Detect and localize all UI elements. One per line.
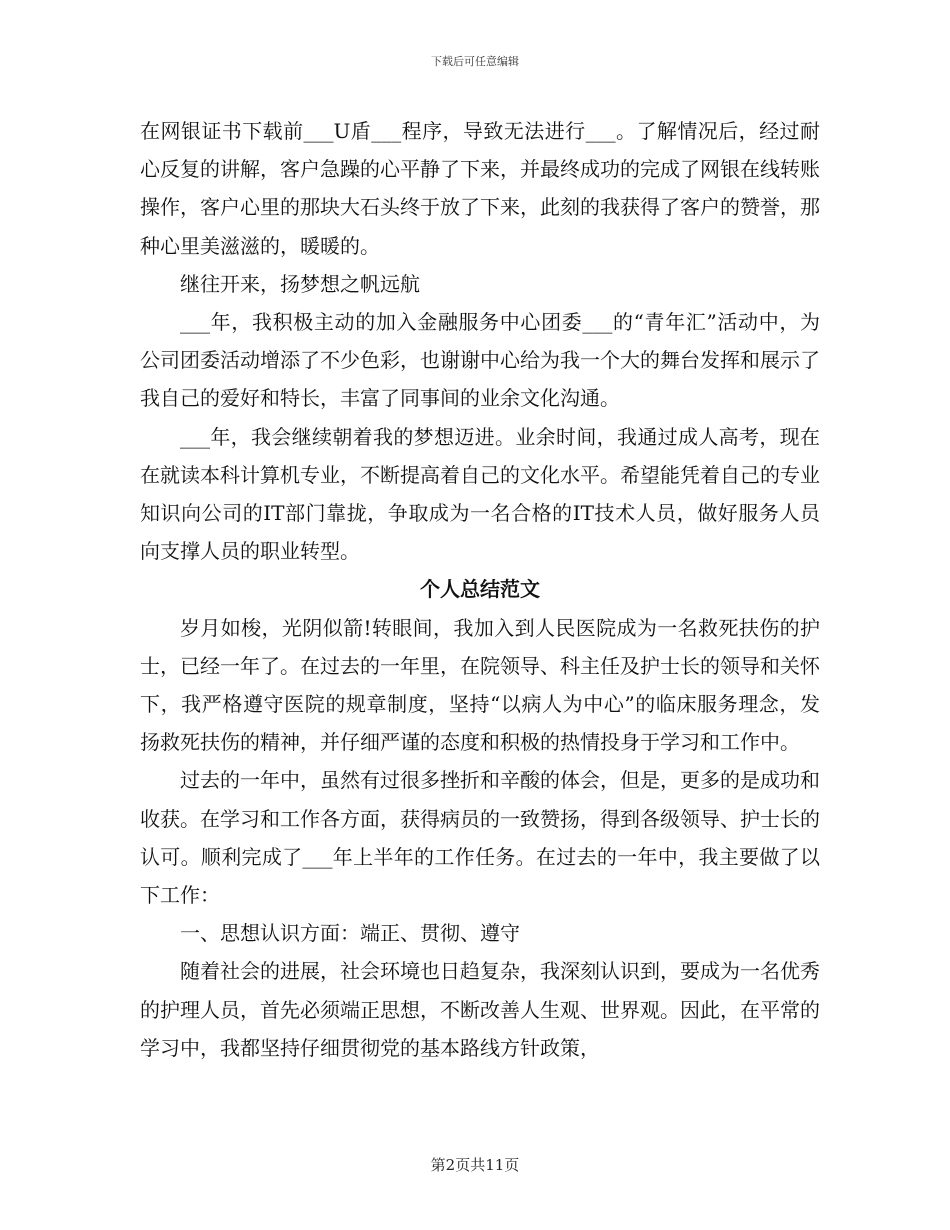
paragraph-future-plan: ___年，我会继续朝着我的梦想迈进。业余时间，我通过成人高考，现在在就读本科计算机专业，不断提高着自己的文化水平。希望能凭着自己的专业知识向公司的IT部门靠拢，争取成为一名合格的IT技术人员，做好服务人员向支撑人员的职业转型。 xyxy=(140,424,820,564)
subheading-thought: 一、思想认识方面：端正、贯彻、遵守 xyxy=(180,921,520,946)
page-header-note: 下载后可任意编辑 xyxy=(431,55,519,68)
paragraph-intro: 岁月如梭，光阴似箭!转眼间，我加入到人民医院成为一名救死扶伤的护士，已经一年了。在过去的一年里，在院领导、科主任及护士长的领导和关怀下，我严格遵守医院的规章制度，坚持“以病人为中心”的临床服务理念，发扬救死扶伤的精神，并仔细严谨的态度和积极的热情投身于学习和工作中。 xyxy=(140,615,820,755)
subheading-dream: 继往开来，扬梦想之帆远航 xyxy=(180,271,420,296)
paragraph-thought: 随着社会的进展，社会环境也日趋复杂，我深刻认识到，要成为一名优秀的护理人员，首先必须端正思想，不断改善人生观、世界观。因此，在平常的学习中，我都坚持仔细贯彻党的基本路线方针政策， xyxy=(140,959,820,1060)
paragraph-review: 过去的一年中，虽然有过很多挫折和辛酸的体会，但是，更多的是成功和收获。在学习和工作各方面，获得病员的一致赞扬，得到各级领导、护士长的认可。顺利完成了___年上半年的工作任务。在过去的一年中，我主要做了以下工作： xyxy=(140,768,820,908)
paragraph-continued: 在网银证书下载前___U盾___程序，导致无法进行___。了解情况后，经过耐心反复的讲解，客户急躁的心平静了下来，并最终成功的完成了网银在线转账操作，客户心里的那块大石头终于放了下来，此刻的我获得了客户的赞誉，那种心里美滋滋的，暖暖的。 xyxy=(140,119,820,258)
paragraph-youth-club: ___年，我积极主动的加入金融服务中心团委___的“青年汇”活动中，为公司团委活动增添了不少色彩，也谢谢中心给为我一个大的舞台发挥和展示了我自己的爱好和特长，丰富了同事间的业余文化沟通。 xyxy=(140,310,820,411)
section-title: 个人总结范文 xyxy=(420,577,540,602)
page-number: 第2页共11页 xyxy=(430,1156,520,1174)
document-body xyxy=(140,112,820,1067)
